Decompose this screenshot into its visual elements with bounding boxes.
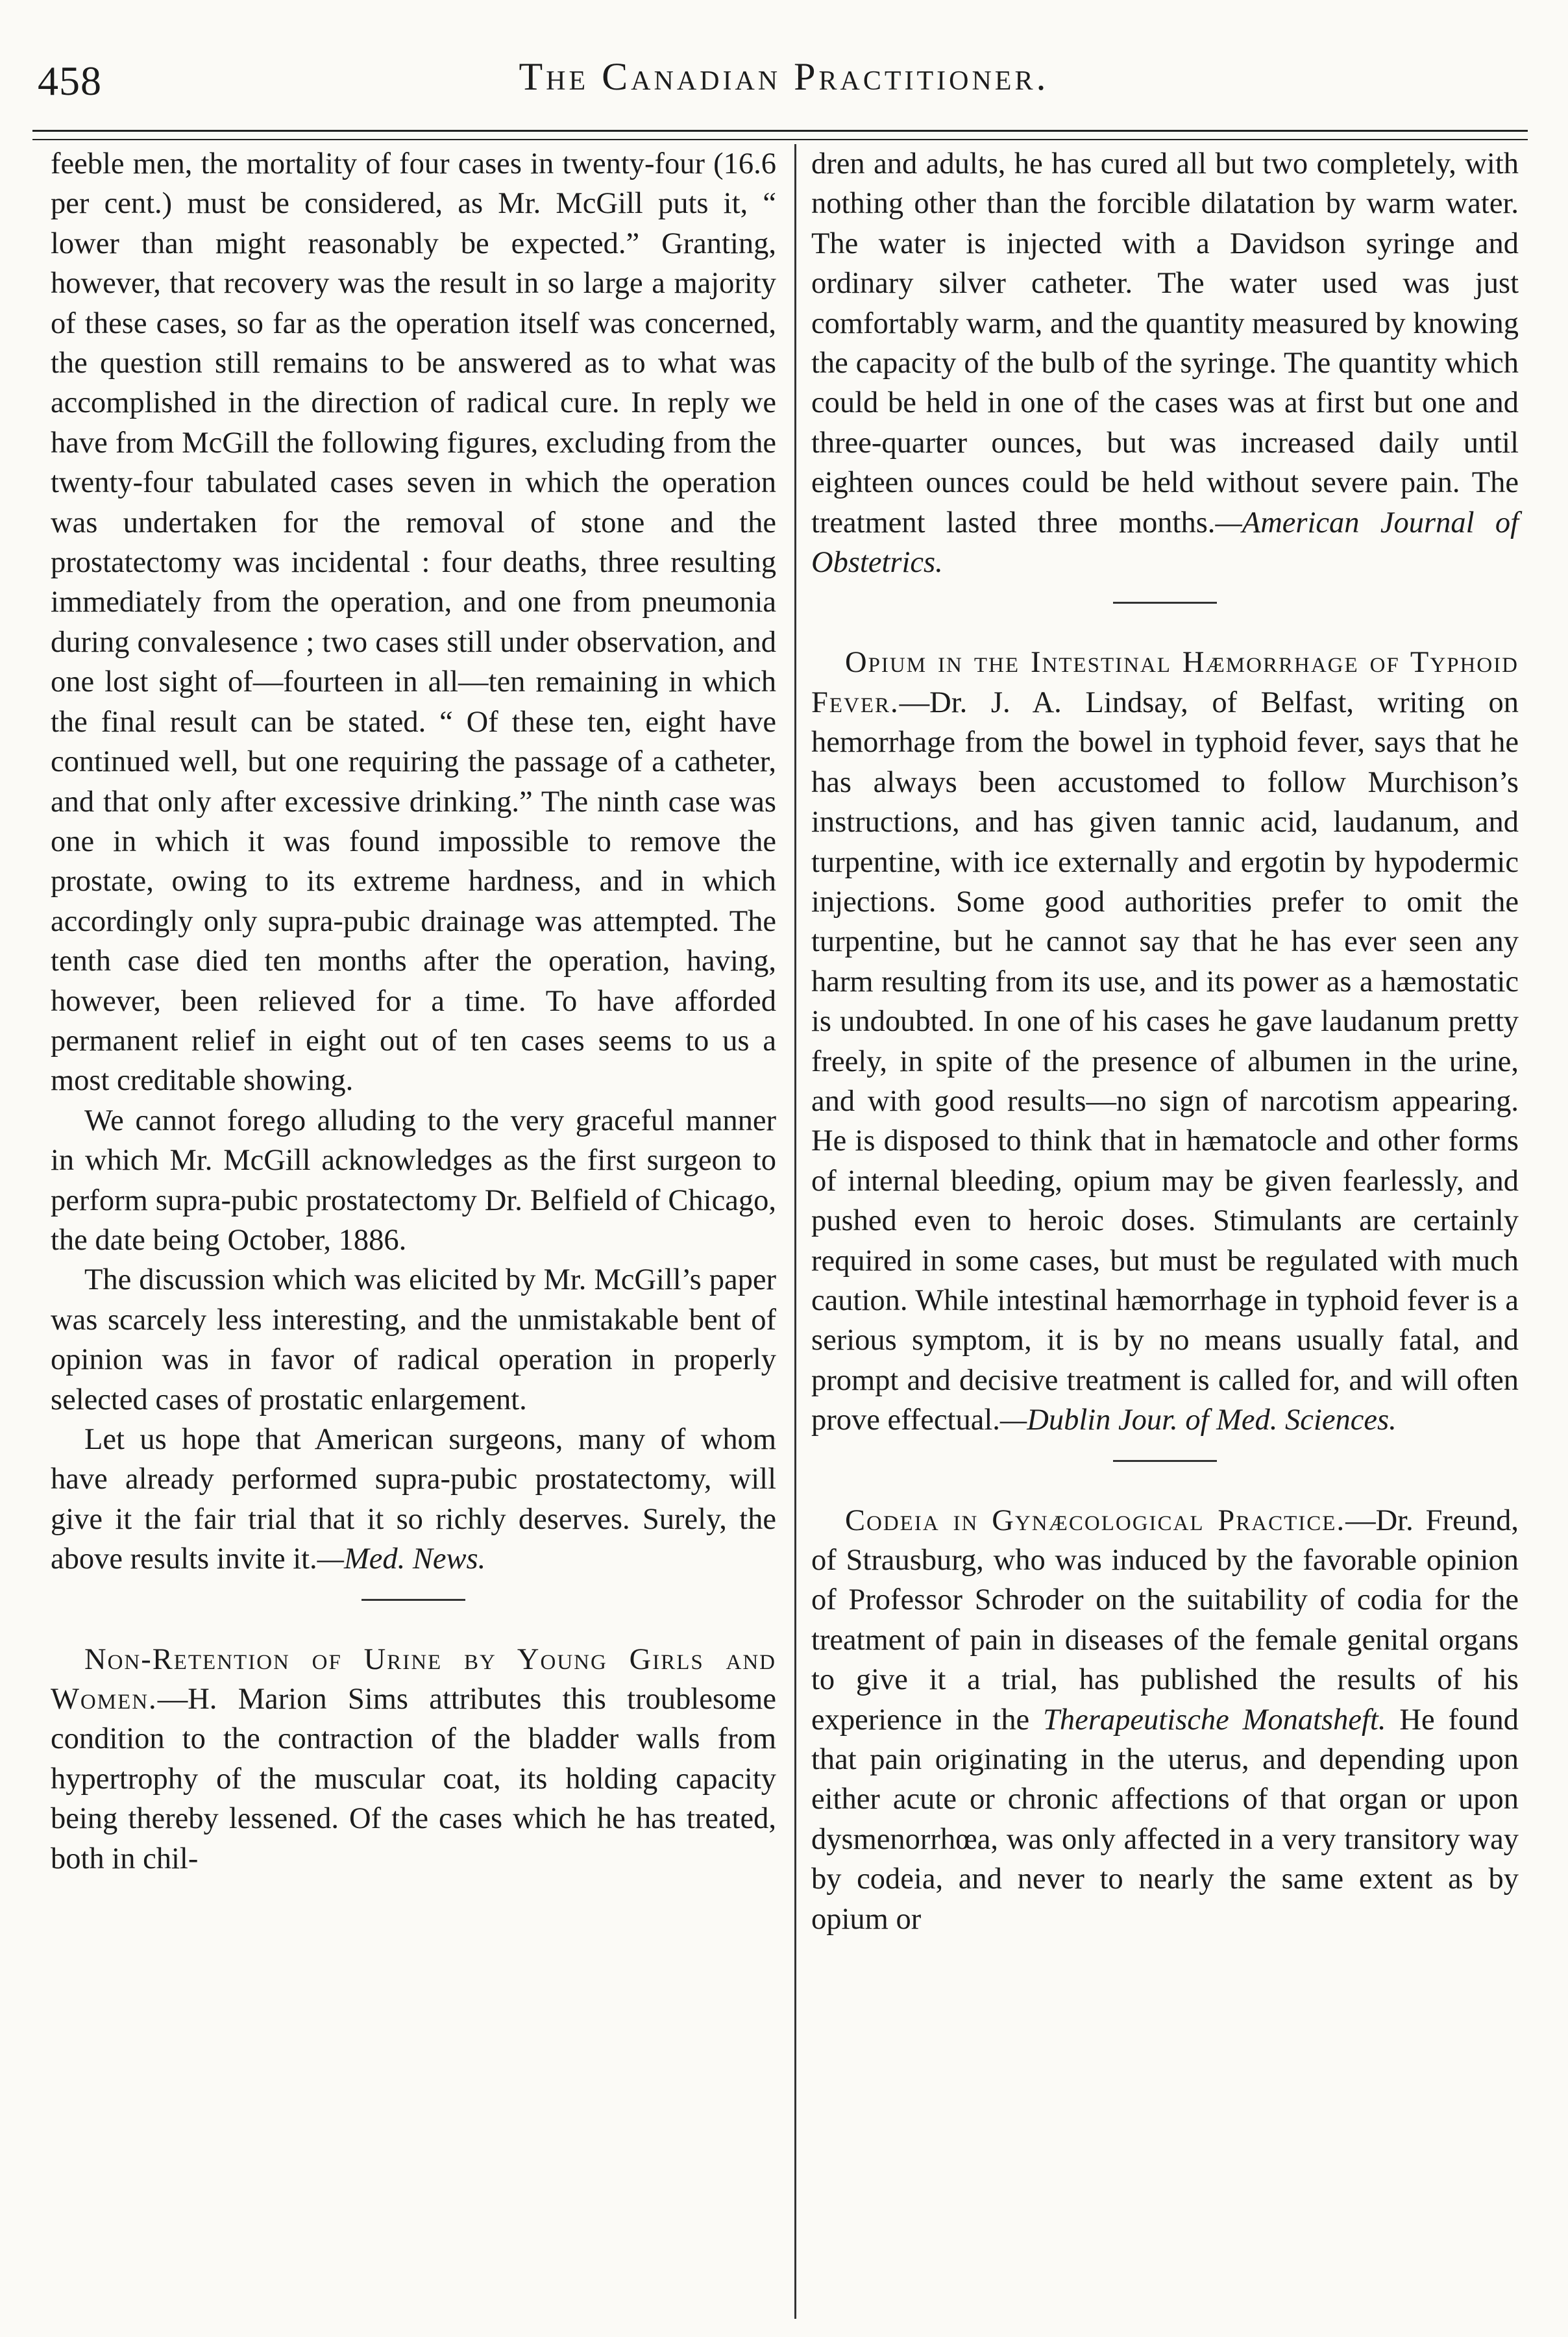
article-opium-typhoid — [811, 643, 1519, 1440]
header-rule-top — [32, 130, 1528, 132]
left-column — [51, 144, 776, 1879]
paragraph-text: Let us hope that American surgeons, many of whom have already performed supra-pubic prostatectomy, will give it the fair trial that it so richly deserves. Surely, the above results invite it. — [51, 1423, 776, 1576]
article-codeia — [811, 1501, 1519, 1939]
article-text-continued: He found that pain originating in the uterus, and depending upon either acute or chronic affections of that organ or upon dysmenorrhœa, was only affected in a very transitory way by codeia, and never to nearly the same extent as by opium or — [811, 1703, 1519, 1936]
paragraph-text: dren and adults, he has cured all but two completely, with nothing other than the forcible dilatation by warm water. The water is injected with a Davidson syringe and ordinary silver catheter. The water used was just comfortably warm, and the quantity measured by knowing the capacity of the bulb of the syringe. The quantity which could be held in one of the cases was at first but one and three-quarter ounces, but was increased daily until eighteen ounces could be held without severe pain. The treatment lasted three months. — [811, 147, 1519, 539]
right-column — [811, 144, 1519, 1939]
column-divider — [794, 144, 796, 2319]
section-separator — [1113, 602, 1217, 604]
paragraph-continuation — [811, 144, 1519, 582]
article-heading: Opium in the Intestinal Hæmorrhage of Typhoid Fever. — [811, 646, 1519, 719]
article-text: —Dr. J. A. Lindsay, of Belfast, writing on hemorrhage from the bowel in typhoid fever, says that he has always been accustomed to follow Murchison’s instructions, and has given tannic acid, laudanum, and turpentine, with ice externally and ergotin by hypodermic injections. Some good authorities prefer to omit the turpentine, but he cannot say that he has ever seen any harm resulting from its use, and its power as a hæmostatic is undoubted. In one of his cases he gave laudanum pretty freely, in spite of the presence of albumen in the urine, and with good results—no sign of narcotism appearing. He is disposed to think that in hæmatocle and other forms of internal bleeding, opium may be given fearlessly, and pushed even to heroic doses. Stimulants are certainly required in some cases, but must be regulated with much caution. While intestinal hæmorrhage in typhoid fever is a serious symptom, it is by no means usually fatal, and prompt and decisive treatment is called for, and will often prove effectual. — [811, 686, 1519, 1437]
source-citation: —Med. News. — [317, 1542, 486, 1576]
article-text: —Dr. Freund, of Strausburg, who was induced by the favorable opinion of Professor Schroder on the suitability of codia for the treatment of pain in diseases of the female genital organs to give it a trial, has published the results of his experience in the — [811, 1503, 1519, 1737]
paragraph-discussion: The discussion which was elicited by Mr. McGill’s paper was scarcely less interesting, and the unmistakable bent of opinion was in favor of radical operation in properly selected cases of prostatic enlargement. — [51, 1263, 776, 1416]
header-rule-bottom — [32, 139, 1528, 140]
section-separator — [1113, 1460, 1217, 1462]
section-separator — [361, 1599, 465, 1601]
source-citation: —Dublin Jour. of Med. Sciences. — [999, 1403, 1397, 1437]
paragraph-american-surgeons — [51, 1420, 776, 1579]
article-non-retention — [51, 1640, 776, 1879]
paragraph-belfield: We cannot forego alluding to the very graceful manner in which Mr. McGill acknowledges as the first surgeon to perform supra-pubic prostatectomy Dr. Belfield of Chicago, the date being October, 1886. — [51, 1104, 776, 1257]
page-number: 458 — [38, 58, 102, 104]
journal-title: Therapeutische Monatsheft. — [1043, 1703, 1386, 1737]
source-citation: —American Journal of Obstetrics. — [811, 506, 1519, 580]
running-head: The Canadian Practitioner. — [519, 55, 1049, 98]
article-heading: Non-Retention of Urine by Young Girls and Women. — [51, 1642, 776, 1716]
article-text: —H. Marion Sims attributes this troublesome condition to the contraction of the bladder walls from hypertrophy of the muscular coat, its holding capacity being thereby lessened. Of the cases which he has treated, both in chil- — [51, 1683, 776, 1875]
paragraph-prostatectomy-results: feeble men, the mortality of four cases in twenty-four (16.6 per cent.) must be considered, as Mr. McGill puts it, “ lower than might reasonably be expected.” Granting, however, that recovery was the result in so large a majority of these cases, so far as the operation itself was concerned, the question still remains to be answered as to what was accomplished in the direction of radical cure. In reply we have from McGill the following figures, excluding from the twenty-four tabulated cases seven in which the operation was undertaken for the removal of stone and the prostatectomy was incidental : four deaths, three resulting immediately from the operation, and one from pneumonia during convalesence ; two cases still under observation, and one lost sight of—fourteen in all—ten remaining in which the final result can be stated. “ Of these ten, eight have continued well, but one requiring the passage of a catheter, and that only after excessive drinking.” The ninth case was one in which it was found impossible to remove the prostate, owing to its extreme hardness, and in which accordingly only supra-pubic drainage was attempted. The tenth case died ten months after the operation, having, however, been relieved for a time. To have afforded permanent relief in eight out of ten cases seems to us a most creditable showing. — [51, 147, 776, 1098]
article-heading: Codeia in Gynæcological Practice. — [845, 1503, 1346, 1537]
